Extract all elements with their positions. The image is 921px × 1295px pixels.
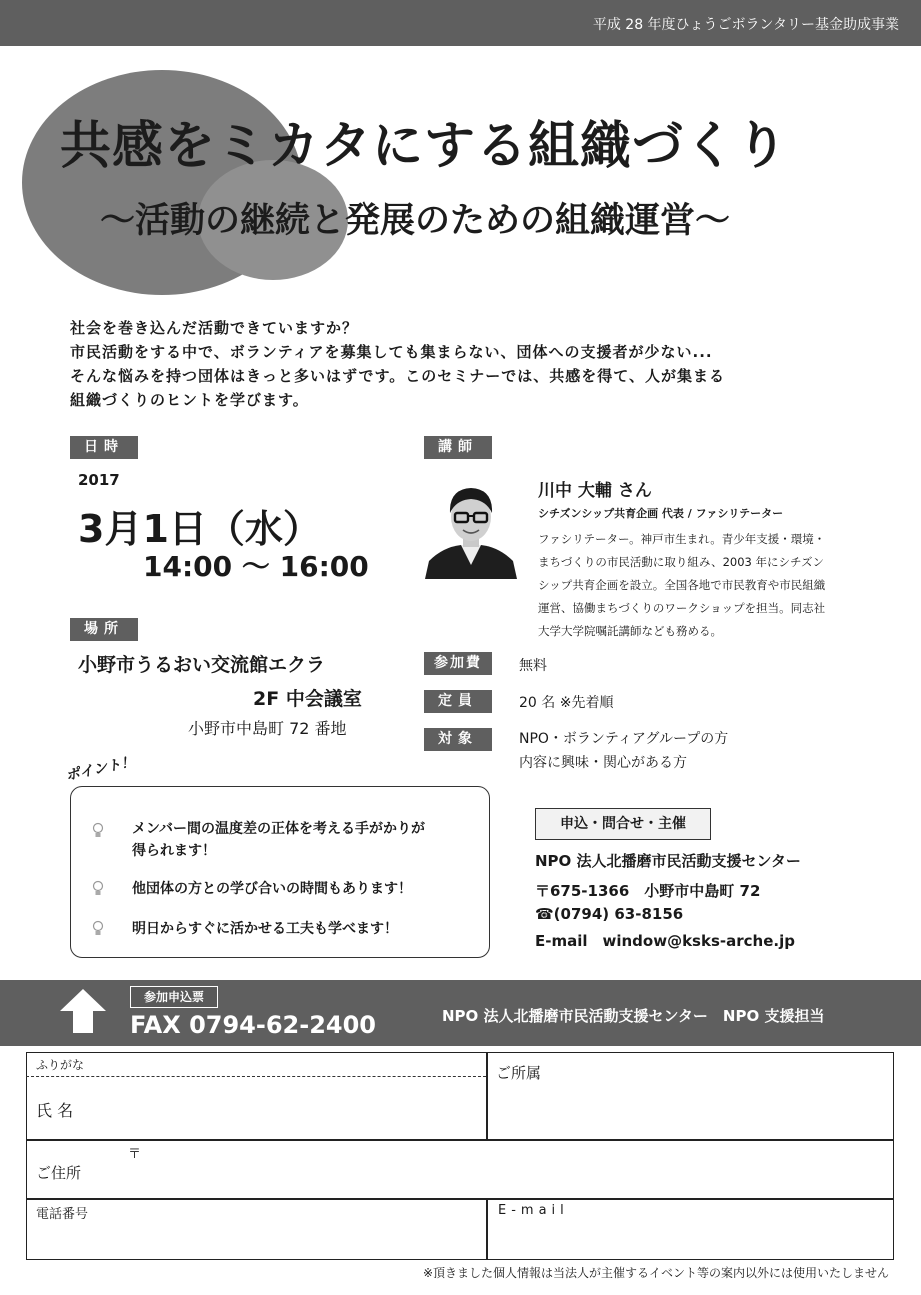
lecturer-tag: 講師 xyxy=(424,436,492,459)
datetime-tag: 日時 xyxy=(70,436,138,459)
header-bar xyxy=(0,0,921,46)
point-line: 得られます！ xyxy=(132,843,216,859)
email-field[interactable] xyxy=(498,1222,886,1254)
affiliation-label: ご所属 xyxy=(496,1064,542,1082)
intro-text xyxy=(70,316,870,412)
intro-line: 市民活動をする中で、ボランティアを募集しても集まらない、団体への支援者が少ない... xyxy=(70,343,713,361)
contact-email[interactable]: E-mail window@ksks-arche.jp xyxy=(535,932,795,950)
target-tag: 対象 xyxy=(424,728,492,751)
event-date: 3月1日（水） xyxy=(78,507,321,551)
contact-tag: 申込・問合せ・主催 xyxy=(535,808,711,840)
venue-address: 小野市中島町 72 番地 xyxy=(188,719,347,738)
program-label: 平成 28 年度ひょうごボランタリー基金助成事業 xyxy=(592,17,899,33)
venue-tag: 場所 xyxy=(70,618,138,641)
postal-mark: 〒 xyxy=(128,1147,142,1162)
intro-line: 社会を巻き込んだ活動できていますか？ xyxy=(70,319,359,337)
form-divider xyxy=(486,1053,488,1140)
bio-line: ファシリテーター。神戸市生まれ。青少年支援・環境・ xyxy=(538,532,826,546)
fee-value: 無料 xyxy=(519,658,547,674)
arrow-up-icon xyxy=(58,987,108,1039)
privacy-notice: ※頂きました個人情報は当法人が主催するイベント等の案内以外には使用いたしません xyxy=(422,1266,889,1280)
fax-recipient: NPO 法人北播磨市民活動支援センター NPO 支援担当 xyxy=(442,1007,825,1025)
capacity-value: 20 名 ※先着順 xyxy=(519,695,614,711)
point-item: 明日からすぐに活かせる工夫も学べます！ xyxy=(132,921,398,937)
target-value-2: 内容に興味・関心がある方 xyxy=(519,755,687,771)
bio-line: まちづくりの市民活動に取り組み、2003 年にシチズン xyxy=(538,555,825,569)
lecturer-bio xyxy=(538,528,868,643)
intro-line: そんな悩みを持つ団体はきっと多いはずです。このセミナーでは、共感を得て、人が集まる xyxy=(70,367,725,385)
intro-line: 組織づくりのヒントを学びます。 xyxy=(70,391,309,409)
bio-line: 大学大学院嘱託講師なども務める。 xyxy=(538,624,722,638)
page-title: 共感をミカタにする組織づくり xyxy=(60,117,789,176)
contact-phone[interactable]: ☎(0794) 63-8156 xyxy=(535,905,684,923)
point-item xyxy=(132,818,425,862)
lecturer-name: 川中 大輔 さん xyxy=(538,481,652,501)
event-year: 2017 xyxy=(78,471,120,489)
contact-org: NPO 法人北播磨市民活動支援センター xyxy=(535,852,801,870)
venue-name: 小野市うるおい交流館エクラ xyxy=(78,654,326,676)
lecturer-photo xyxy=(423,473,519,579)
fee-tag: 参加費 xyxy=(424,652,492,675)
capacity-tag: 定員 xyxy=(424,690,492,713)
address-field[interactable] xyxy=(140,1145,885,1193)
bio-line: シップ共育企画を設立。全国各地で市民教育や市民組織 xyxy=(538,578,826,592)
form-divider xyxy=(26,1139,893,1141)
point-line: メンバー間の温度差の正体を考える手がかりが xyxy=(132,821,426,837)
event-time: 14:00 〜 16:00 xyxy=(143,550,369,583)
address-label: ご住所 xyxy=(36,1164,82,1182)
target-value-1: NPO・ボランティアグループの方 xyxy=(519,731,729,747)
bulb-icon xyxy=(92,822,104,842)
form-divider xyxy=(486,1198,488,1259)
application-form-tag: 参加申込票 xyxy=(130,986,218,1008)
name-label: 氏 名 xyxy=(36,1101,74,1120)
bio-line: 運営、協働まちづくりのワークショップを担当。同志社 xyxy=(538,601,826,615)
email-label: E-mail xyxy=(498,1203,569,1218)
lecturer-role: シチズンシップ共育企画 代表 / ファシリテーター xyxy=(538,507,784,520)
bulb-icon xyxy=(92,880,104,900)
affiliation-field[interactable] xyxy=(496,1085,886,1135)
form-divider xyxy=(26,1198,893,1200)
form-divider xyxy=(26,1076,486,1077)
contact-postal: 〒675-1366 小野市中島町 72 xyxy=(535,882,761,900)
name-field[interactable] xyxy=(40,1078,480,1136)
phone-label: 電話番号 xyxy=(36,1207,89,1222)
bulb-icon xyxy=(92,920,104,940)
furigana-label: ふりがな xyxy=(36,1058,85,1072)
phone-field[interactable] xyxy=(36,1222,476,1254)
venue-room: 2F 中会議室 xyxy=(253,688,362,710)
points-label: ポイント！ xyxy=(60,750,140,786)
page-subtitle: 〜活動の継続と発展のための組織運営〜 xyxy=(100,201,731,241)
fax-number: FAX 0794-62-2400 xyxy=(130,1011,376,1039)
point-item: 他団体の方との学び合いの時間もあります！ xyxy=(132,881,412,897)
